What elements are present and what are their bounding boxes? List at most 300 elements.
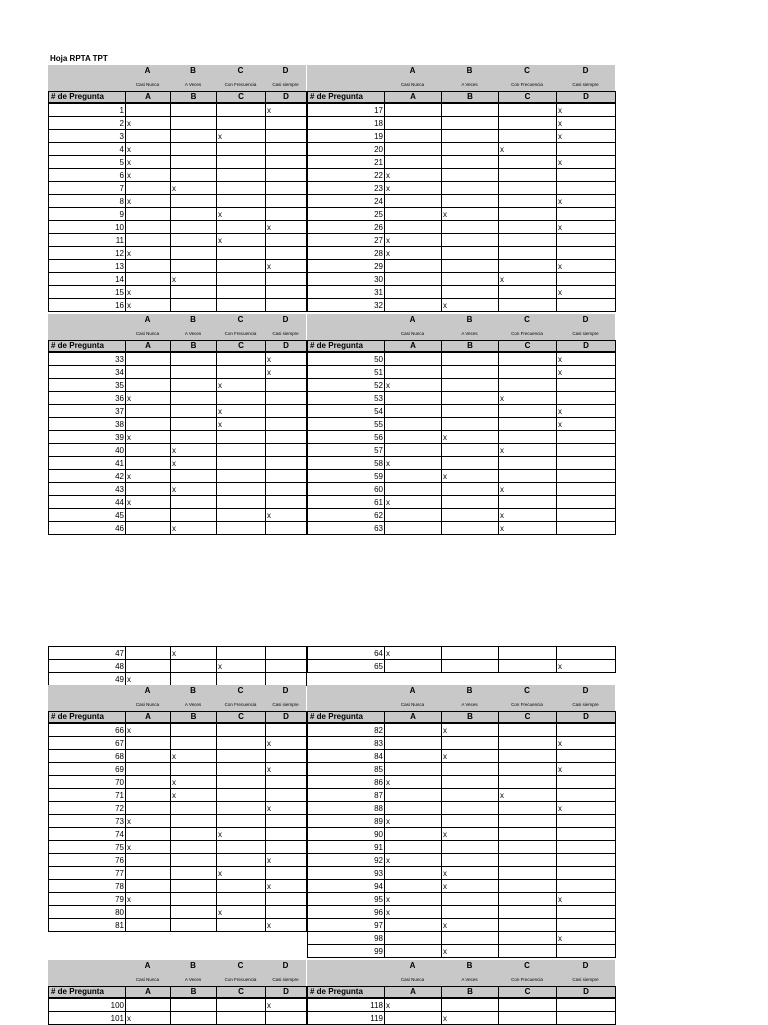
answer-cell[interactable] (499, 496, 557, 509)
answer-cell[interactable] (171, 673, 217, 686)
answer-cell[interactable]: x (442, 724, 499, 737)
answer-cell[interactable] (217, 221, 266, 234)
answer-cell[interactable]: x (217, 405, 266, 418)
answer-cell[interactable] (126, 353, 171, 366)
answer-cell[interactable] (266, 130, 307, 143)
answer-cell[interactable] (217, 169, 266, 182)
answer-cell[interactable]: x (266, 802, 307, 815)
answer-cell[interactable] (442, 260, 499, 273)
answer-cell[interactable] (442, 999, 499, 1012)
answer-cell[interactable]: x (266, 104, 307, 117)
answer-cell[interactable] (499, 802, 557, 815)
answer-cell[interactable] (171, 880, 217, 893)
answer-cell[interactable]: x (217, 130, 266, 143)
answer-cell[interactable] (266, 431, 307, 444)
answer-cell[interactable] (217, 353, 266, 366)
answer-cell[interactable] (442, 932, 499, 945)
answer-cell[interactable] (171, 130, 217, 143)
answer-cell[interactable] (171, 221, 217, 234)
answer-cell[interactable] (442, 509, 499, 522)
answer-cell[interactable] (442, 418, 499, 431)
answer-cell[interactable] (266, 286, 307, 299)
answer-cell[interactable]: x (266, 221, 307, 234)
answer-cell[interactable] (499, 182, 557, 195)
answer-cell[interactable] (557, 483, 616, 496)
answer-cell[interactable] (217, 104, 266, 117)
answer-cell[interactable]: x (557, 418, 616, 431)
answer-cell[interactable] (499, 724, 557, 737)
answer-cell[interactable] (171, 247, 217, 260)
answer-cell[interactable] (442, 457, 499, 470)
answer-cell[interactable]: x (499, 483, 557, 496)
answer-cell[interactable] (266, 234, 307, 247)
answer-cell[interactable]: x (126, 392, 171, 405)
answer-cell[interactable] (126, 880, 171, 893)
answer-cell[interactable] (385, 841, 442, 854)
answer-cell[interactable] (171, 234, 217, 247)
answer-cell[interactable] (126, 919, 171, 932)
answer-cell[interactable] (499, 945, 557, 958)
answer-cell[interactable] (217, 509, 266, 522)
answer-cell[interactable] (126, 182, 171, 195)
answer-cell[interactable] (557, 273, 616, 286)
answer-cell[interactable] (171, 104, 217, 117)
answer-cell[interactable] (126, 405, 171, 418)
answer-cell[interactable] (499, 867, 557, 880)
answer-cell[interactable]: x (442, 880, 499, 893)
answer-cell[interactable] (217, 919, 266, 932)
answer-cell[interactable] (442, 444, 499, 457)
answer-cell[interactable] (385, 867, 442, 880)
answer-cell[interactable]: x (385, 999, 442, 1012)
answer-cell[interactable] (126, 660, 171, 673)
answer-cell[interactable]: x (499, 444, 557, 457)
answer-cell[interactable]: x (126, 841, 171, 854)
answer-cell[interactable] (266, 906, 307, 919)
answer-cell[interactable] (499, 353, 557, 366)
answer-cell[interactable] (266, 660, 307, 673)
answer-cell[interactable]: x (557, 763, 616, 776)
answer-cell[interactable] (385, 470, 442, 483)
answer-cell[interactable] (266, 893, 307, 906)
answer-cell[interactable] (171, 854, 217, 867)
answer-cell[interactable]: x (217, 660, 266, 673)
answer-cell[interactable] (442, 789, 499, 802)
answer-cell[interactable] (442, 130, 499, 143)
answer-cell[interactable] (499, 815, 557, 828)
answer-cell[interactable]: x (171, 750, 217, 763)
answer-cell[interactable] (266, 1012, 307, 1025)
answer-cell[interactable] (499, 431, 557, 444)
answer-cell[interactable] (557, 522, 616, 535)
answer-cell[interactable] (385, 483, 442, 496)
answer-cell[interactable] (442, 221, 499, 234)
answer-cell[interactable]: x (557, 104, 616, 117)
answer-cell[interactable]: x (442, 299, 499, 312)
answer-cell[interactable] (499, 841, 557, 854)
answer-cell[interactable]: x (385, 457, 442, 470)
answer-cell[interactable] (217, 431, 266, 444)
answer-cell[interactable] (266, 117, 307, 130)
answer-cell[interactable] (126, 379, 171, 392)
answer-cell[interactable] (126, 750, 171, 763)
answer-cell[interactable] (499, 130, 557, 143)
answer-cell[interactable] (385, 156, 442, 169)
answer-cell[interactable] (126, 828, 171, 841)
answer-cell[interactable] (557, 392, 616, 405)
answer-cell[interactable] (126, 906, 171, 919)
answer-cell[interactable] (126, 418, 171, 431)
answer-cell[interactable] (126, 647, 171, 660)
answer-cell[interactable] (499, 286, 557, 299)
answer-cell[interactable] (499, 247, 557, 260)
answer-cell[interactable] (557, 457, 616, 470)
answer-cell[interactable]: x (499, 789, 557, 802)
answer-cell[interactable] (217, 999, 266, 1012)
answer-cell[interactable]: x (171, 522, 217, 535)
answer-cell[interactable] (499, 104, 557, 117)
answer-cell[interactable]: x (442, 945, 499, 958)
answer-cell[interactable] (217, 841, 266, 854)
answer-cell[interactable] (171, 815, 217, 828)
answer-cell[interactable] (557, 470, 616, 483)
answer-cell[interactable] (266, 182, 307, 195)
answer-cell[interactable] (499, 208, 557, 221)
answer-cell[interactable] (442, 169, 499, 182)
answer-cell[interactable]: x (442, 750, 499, 763)
answer-cell[interactable] (217, 247, 266, 260)
answer-cell[interactable] (385, 660, 442, 673)
answer-cell[interactable]: x (217, 906, 266, 919)
answer-cell[interactable] (557, 776, 616, 789)
answer-cell[interactable] (385, 1012, 442, 1025)
answer-cell[interactable] (171, 195, 217, 208)
answer-cell[interactable] (217, 444, 266, 457)
answer-cell[interactable] (557, 789, 616, 802)
answer-cell[interactable]: x (266, 366, 307, 379)
answer-cell[interactable] (442, 483, 499, 496)
answer-cell[interactable] (442, 854, 499, 867)
answer-cell[interactable] (171, 260, 217, 273)
answer-cell[interactable]: x (171, 182, 217, 195)
answer-cell[interactable] (126, 444, 171, 457)
answer-cell[interactable] (266, 208, 307, 221)
answer-cell[interactable]: x (126, 815, 171, 828)
answer-cell[interactable] (217, 286, 266, 299)
answer-cell[interactable] (499, 366, 557, 379)
answer-cell[interactable] (217, 763, 266, 776)
answer-cell[interactable] (442, 763, 499, 776)
answer-cell[interactable]: x (385, 854, 442, 867)
answer-cell[interactable] (217, 802, 266, 815)
answer-cell[interactable] (171, 208, 217, 221)
answer-cell[interactable] (442, 273, 499, 286)
answer-cell[interactable] (385, 509, 442, 522)
answer-cell[interactable] (171, 405, 217, 418)
answer-cell[interactable]: x (126, 247, 171, 260)
answer-cell[interactable] (266, 724, 307, 737)
answer-cell[interactable]: x (385, 247, 442, 260)
answer-cell[interactable]: x (217, 867, 266, 880)
answer-cell[interactable] (171, 737, 217, 750)
answer-cell[interactable]: x (126, 470, 171, 483)
answer-cell[interactable] (499, 906, 557, 919)
answer-cell[interactable] (126, 854, 171, 867)
answer-cell[interactable]: x (557, 195, 616, 208)
answer-cell[interactable] (266, 169, 307, 182)
answer-cell[interactable] (171, 418, 217, 431)
answer-cell[interactable] (557, 299, 616, 312)
answer-cell[interactable] (126, 522, 171, 535)
answer-cell[interactable] (217, 366, 266, 379)
answer-cell[interactable] (171, 906, 217, 919)
answer-cell[interactable]: x (171, 457, 217, 470)
answer-cell[interactable] (385, 828, 442, 841)
answer-cell[interactable] (557, 945, 616, 958)
answer-cell[interactable] (557, 1012, 616, 1025)
answer-cell[interactable] (266, 418, 307, 431)
answer-cell[interactable] (557, 919, 616, 932)
answer-cell[interactable] (557, 247, 616, 260)
answer-cell[interactable] (171, 392, 217, 405)
answer-cell[interactable]: x (126, 673, 171, 686)
answer-cell[interactable]: x (126, 724, 171, 737)
answer-cell[interactable] (217, 673, 266, 686)
answer-cell[interactable] (217, 1012, 266, 1025)
answer-cell[interactable] (557, 444, 616, 457)
answer-cell[interactable] (557, 841, 616, 854)
answer-cell[interactable] (266, 299, 307, 312)
answer-cell[interactable]: x (557, 260, 616, 273)
answer-cell[interactable] (126, 130, 171, 143)
answer-cell[interactable] (126, 802, 171, 815)
answer-cell[interactable] (126, 999, 171, 1012)
answer-cell[interactable]: x (385, 234, 442, 247)
answer-cell[interactable] (217, 392, 266, 405)
answer-cell[interactable]: x (557, 366, 616, 379)
answer-cell[interactable]: x (126, 169, 171, 182)
answer-cell[interactable] (171, 353, 217, 366)
answer-cell[interactable] (126, 104, 171, 117)
answer-cell[interactable] (557, 867, 616, 880)
answer-cell[interactable] (442, 156, 499, 169)
answer-cell[interactable]: x (499, 509, 557, 522)
answer-cell[interactable]: x (385, 815, 442, 828)
answer-cell[interactable] (385, 444, 442, 457)
answer-cell[interactable] (499, 932, 557, 945)
answer-cell[interactable]: x (171, 444, 217, 457)
answer-cell[interactable] (171, 299, 217, 312)
answer-cell[interactable] (499, 169, 557, 182)
answer-cell[interactable]: x (557, 660, 616, 673)
answer-cell[interactable] (385, 724, 442, 737)
answer-cell[interactable]: x (126, 286, 171, 299)
answer-cell[interactable] (385, 117, 442, 130)
answer-cell[interactable]: x (171, 647, 217, 660)
answer-cell[interactable] (217, 143, 266, 156)
answer-cell[interactable] (557, 169, 616, 182)
answer-cell[interactable] (266, 647, 307, 660)
answer-cell[interactable]: x (385, 776, 442, 789)
answer-cell[interactable] (499, 221, 557, 234)
answer-cell[interactable] (557, 143, 616, 156)
answer-cell[interactable] (217, 522, 266, 535)
answer-cell[interactable] (499, 776, 557, 789)
answer-cell[interactable] (266, 247, 307, 260)
answer-cell[interactable] (171, 999, 217, 1012)
answer-cell[interactable]: x (385, 647, 442, 660)
answer-cell[interactable] (266, 750, 307, 763)
answer-cell[interactable]: x (499, 273, 557, 286)
answer-cell[interactable] (499, 405, 557, 418)
answer-cell[interactable] (217, 273, 266, 286)
answer-cell[interactable]: x (126, 143, 171, 156)
answer-cell[interactable] (385, 750, 442, 763)
answer-cell[interactable] (217, 182, 266, 195)
answer-cell[interactable]: x (217, 379, 266, 392)
answer-cell[interactable] (171, 169, 217, 182)
answer-cell[interactable] (171, 802, 217, 815)
answer-cell[interactable] (499, 457, 557, 470)
answer-cell[interactable] (499, 737, 557, 750)
answer-cell[interactable]: x (266, 880, 307, 893)
answer-cell[interactable] (499, 919, 557, 932)
answer-cell[interactable] (442, 776, 499, 789)
answer-cell[interactable] (442, 143, 499, 156)
answer-cell[interactable] (442, 660, 499, 673)
answer-cell[interactable] (266, 392, 307, 405)
answer-cell[interactable] (499, 763, 557, 776)
answer-cell[interactable] (442, 353, 499, 366)
answer-cell[interactable] (266, 483, 307, 496)
answer-cell[interactable] (217, 776, 266, 789)
answer-cell[interactable] (442, 117, 499, 130)
answer-cell[interactable] (171, 431, 217, 444)
answer-cell[interactable] (442, 647, 499, 660)
answer-cell[interactable] (217, 737, 266, 750)
answer-cell[interactable] (266, 470, 307, 483)
answer-cell[interactable] (385, 260, 442, 273)
answer-cell[interactable] (442, 379, 499, 392)
answer-cell[interactable]: x (217, 828, 266, 841)
answer-cell[interactable] (217, 750, 266, 763)
answer-cell[interactable]: x (171, 273, 217, 286)
answer-cell[interactable]: x (442, 1012, 499, 1025)
answer-cell[interactable]: x (217, 208, 266, 221)
answer-cell[interactable] (385, 208, 442, 221)
answer-cell[interactable] (557, 182, 616, 195)
answer-cell[interactable] (499, 828, 557, 841)
answer-cell[interactable]: x (442, 431, 499, 444)
answer-cell[interactable] (499, 854, 557, 867)
answer-cell[interactable] (385, 130, 442, 143)
answer-cell[interactable] (126, 737, 171, 750)
answer-cell[interactable] (126, 867, 171, 880)
answer-cell[interactable]: x (126, 893, 171, 906)
answer-cell[interactable] (217, 483, 266, 496)
answer-cell[interactable] (217, 496, 266, 509)
answer-cell[interactable] (171, 117, 217, 130)
answer-cell[interactable] (385, 366, 442, 379)
answer-cell[interactable]: x (385, 496, 442, 509)
answer-cell[interactable]: x (266, 919, 307, 932)
answer-cell[interactable] (442, 405, 499, 418)
answer-cell[interactable]: x (126, 1012, 171, 1025)
answer-cell[interactable] (385, 405, 442, 418)
answer-cell[interactable] (266, 776, 307, 789)
answer-cell[interactable] (266, 195, 307, 208)
answer-cell[interactable] (171, 660, 217, 673)
answer-cell[interactable]: x (385, 182, 442, 195)
answer-cell[interactable] (499, 470, 557, 483)
answer-cell[interactable] (171, 893, 217, 906)
answer-cell[interactable] (442, 286, 499, 299)
answer-cell[interactable] (442, 893, 499, 906)
answer-cell[interactable] (385, 945, 442, 958)
answer-cell[interactable] (499, 195, 557, 208)
answer-cell[interactable] (499, 418, 557, 431)
answer-cell[interactable] (499, 647, 557, 660)
answer-cell[interactable]: x (557, 353, 616, 366)
answer-cell[interactable]: x (126, 117, 171, 130)
answer-cell[interactable] (385, 932, 442, 945)
answer-cell[interactable] (266, 841, 307, 854)
answer-cell[interactable]: x (266, 353, 307, 366)
answer-cell[interactable] (385, 802, 442, 815)
answer-cell[interactable] (126, 789, 171, 802)
answer-cell[interactable] (499, 660, 557, 673)
answer-cell[interactable]: x (557, 156, 616, 169)
answer-cell[interactable] (557, 854, 616, 867)
answer-cell[interactable] (171, 1012, 217, 1025)
answer-cell[interactable] (442, 841, 499, 854)
answer-cell[interactable] (266, 828, 307, 841)
answer-cell[interactable] (171, 470, 217, 483)
answer-cell[interactable] (126, 457, 171, 470)
answer-cell[interactable] (442, 392, 499, 405)
answer-cell[interactable] (217, 195, 266, 208)
answer-cell[interactable] (217, 299, 266, 312)
answer-cell[interactable] (499, 234, 557, 247)
answer-cell[interactable] (557, 431, 616, 444)
answer-cell[interactable] (499, 260, 557, 273)
answer-cell[interactable] (171, 509, 217, 522)
answer-cell[interactable]: x (266, 999, 307, 1012)
answer-cell[interactable] (385, 392, 442, 405)
answer-cell[interactable]: x (442, 470, 499, 483)
answer-cell[interactable]: x (385, 893, 442, 906)
answer-cell[interactable] (217, 880, 266, 893)
answer-cell[interactable] (385, 789, 442, 802)
answer-cell[interactable] (126, 483, 171, 496)
answer-cell[interactable] (126, 776, 171, 789)
answer-cell[interactable] (266, 496, 307, 509)
answer-cell[interactable]: x (557, 802, 616, 815)
answer-cell[interactable] (217, 893, 266, 906)
answer-cell[interactable]: x (266, 509, 307, 522)
answer-cell[interactable] (171, 143, 217, 156)
answer-cell[interactable] (126, 221, 171, 234)
answer-cell[interactable] (266, 867, 307, 880)
answer-cell[interactable] (442, 906, 499, 919)
answer-cell[interactable] (217, 470, 266, 483)
answer-cell[interactable] (442, 247, 499, 260)
answer-cell[interactable] (217, 117, 266, 130)
answer-cell[interactable] (266, 457, 307, 470)
answer-cell[interactable] (266, 444, 307, 457)
answer-cell[interactable] (171, 867, 217, 880)
answer-cell[interactable] (171, 496, 217, 509)
